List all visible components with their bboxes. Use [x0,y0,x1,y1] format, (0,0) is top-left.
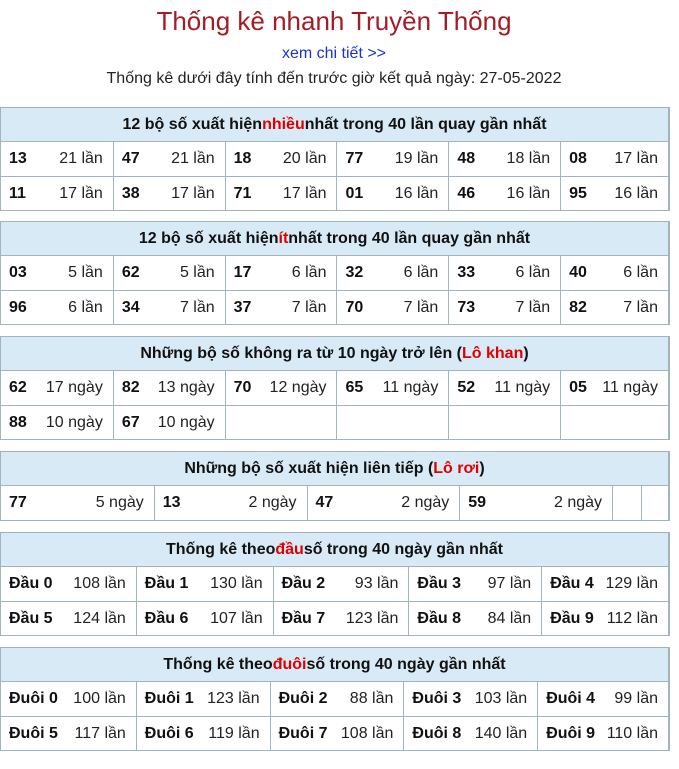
stat-number: 46 [457,184,476,202]
stat-number: 59 [468,494,487,511]
stat-number: Đầu 3 [417,575,461,592]
lo-roi-section [0,451,670,521]
stat-grid [1,682,668,750]
stat-count: 103 lần [474,690,528,707]
stat-count: 129 lần [605,575,658,592]
duoi-section [0,647,670,751]
stat-number: Đầu 0 [9,575,53,592]
stat-count: 7 lần [403,298,439,316]
stat-count: 108 lần [73,575,126,592]
stat-cell [1,717,136,750]
stat-number: Đầu 8 [417,609,461,627]
stat-number: Đầu 4 [550,575,594,592]
heading-text: Những bộ số xuất hiện liên tiếp ( [184,459,434,477]
stat-cell [1,177,113,210]
stat-number: Đuôi 3 [412,690,462,707]
stat-cell [113,142,225,176]
stat-cell [1,567,136,601]
stat-cell [459,486,612,520]
stat-cell [113,256,225,290]
stat-cell [225,371,337,405]
stat-count: 17 lần [282,184,327,202]
stat-cell [408,567,541,601]
stat-cell [448,406,560,439]
stat-cell [273,602,409,635]
stat-number: 32 [345,264,364,281]
stat-count: 11 ngày [494,379,551,396]
stat-cell [336,371,448,405]
stat-number: Đuôi 5 [9,724,58,742]
heading-text: số trong 40 ngày gần nhất [303,540,503,558]
stat-cell [448,177,560,210]
stat-cell [541,567,668,601]
stat-cell [336,406,448,439]
stat-cell [136,717,270,750]
stat-cell [1,256,113,290]
stat-cell [307,486,460,520]
stat-count: 20 lần [282,150,327,167]
stat-cell [225,406,337,439]
stat-cell [136,602,273,635]
stat-cell [225,142,337,176]
stat-count: 11 ngày [602,379,658,396]
stat-cell [136,567,273,601]
stat-cell [403,717,537,750]
stat-cell [448,291,560,324]
stat-number: Đuôi 2 [278,690,328,707]
stat-number: Đầu 2 [281,575,326,592]
stat-number: 40 [569,264,587,281]
stat-number: 08 [569,150,587,167]
stat-number: Đuôi 9 [546,724,596,742]
stat-count: 18 lần [506,150,551,167]
stat-count: 10 ngày [45,413,103,431]
stat-count: 119 lần [208,724,260,742]
heading-text: nhất trong 40 lần quay gần nhất [288,229,531,247]
stat-count: 7 lần [291,298,327,316]
stat-cell [560,142,668,176]
stat-cell [113,291,225,324]
dau-section [0,532,670,636]
stat-count: 7 lần [515,298,551,316]
stat-grid [1,256,668,324]
stat-cell [537,717,668,750]
stat-cell [225,291,337,324]
stat-cell [560,256,668,290]
stat-number: 65 [345,379,364,396]
stat-count: 17 ngày [45,379,103,396]
stat-count: 123 lần [207,690,260,707]
stat-count: 117 lần [74,724,126,742]
stat-count: 130 lần [210,575,263,592]
stat-count: 21 lần [171,150,215,167]
stat-number: 88 [9,413,27,431]
heading-highlight: Lô rơi [433,459,480,477]
stat-count: 100 lần [73,690,126,707]
stat-row [1,256,668,290]
stat-count: 6 lần [68,298,103,316]
heading-highlight: ít [278,229,289,247]
stat-count: 5 ngày [95,494,144,511]
stat-count: 6 lần [623,264,658,281]
heading-text: nhất trong 40 lần quay gần nhất [304,115,547,133]
stat-row [1,682,668,716]
heading-text: 12 bộ số xuất hiện [138,229,279,247]
stat-number: Đầu 1 [144,575,189,592]
stat-row [1,567,668,601]
stat-cell [336,177,448,210]
section-heading [1,337,668,371]
stat-count: 99 lần [614,690,658,707]
stat-count: 5 lần [179,264,215,281]
stat-count: 2 ngày [554,494,603,511]
stat-cell [273,567,409,601]
stat-count: 10 ngày [157,413,215,431]
heading-text: ) [523,344,529,362]
stat-number: Đầu 7 [281,609,326,627]
stat-cell [1,371,113,405]
stat-cell [403,682,537,716]
stat-cell [336,142,448,176]
stat-cell [154,486,307,520]
stat-cell [225,256,337,290]
stat-grid [1,486,668,520]
stat-number: 13 [9,150,27,167]
stat-number: 73 [457,298,476,316]
stat-cell [560,177,668,210]
stat-count: 108 lần [340,724,394,742]
stat-number: 48 [457,150,476,167]
stat-grid [1,142,668,210]
stat-number: 77 [9,494,27,511]
stat-cell [612,486,641,520]
stat-number: 62 [121,264,140,281]
stat-count: 6 lần [291,264,327,281]
stat-cell [560,291,668,324]
stat-row [1,486,668,520]
stat-number: 05 [569,379,587,396]
stat-row [1,290,668,324]
stat-cell [1,142,113,176]
stat-cell [448,256,560,290]
stat-count: 17 lần [171,184,215,202]
stat-number: 82 [121,379,140,396]
stat-grid [1,371,668,439]
stat-count: 12 ngày [269,379,327,396]
lo-khan-section [0,336,670,440]
stat-count: 123 lần [345,609,399,627]
stat-cell [136,682,270,716]
date-note: Thống kê dưới đây tính đến trước giờ kết quả ngày: 27-05-2022 [106,70,562,87]
stat-number: 33 [457,264,476,281]
stat-number: Đuôi 8 [412,724,462,742]
stat-row [1,601,668,635]
stat-number: 71 [233,184,252,202]
heading-text: Thống kê theo [166,540,276,558]
stat-cell [1,602,136,635]
stat-row [1,176,668,210]
stat-count: 112 lần [606,609,658,627]
heading-text: Thống kê theo [163,655,273,673]
stat-row [1,716,668,750]
stat-cell [270,682,404,716]
stat-number: 47 [121,150,140,167]
stat-row [1,405,668,439]
section-heading [1,108,668,142]
stat-number: 13 [162,494,181,511]
stat-cell [641,486,668,520]
heading-text: số trong 40 ngày gần nhất [306,655,506,673]
stat-number: 95 [569,184,587,202]
stat-count: 5 lần [68,264,103,281]
section-heading [1,222,668,256]
least-frequent-section [0,221,670,325]
stat-cell [448,371,560,405]
stat-number: 77 [345,150,364,167]
stat-cell [113,371,225,405]
stat-number: Đuôi 7 [278,724,328,742]
heading-highlight: Lô khan [462,344,524,362]
stat-count: 97 lần [487,575,532,592]
most-frequent-section [0,107,670,211]
stat-number: 11 [9,184,26,202]
section-heading [1,452,668,486]
stat-number: 01 [345,184,364,202]
heading-text: ) [479,459,485,477]
stat-number: 52 [457,379,476,396]
stat-number: 03 [9,264,27,281]
details-link[interactable]: xem chi tiết >> [281,45,387,62]
stat-count: 88 lần [349,690,394,707]
heading-highlight: nhiều [262,115,305,133]
stat-count: 6 lần [403,264,439,281]
stat-number: Đuôi 1 [144,690,194,707]
stat-cell [225,177,337,210]
section-heading [1,648,668,682]
stat-cell [448,142,560,176]
stat-number: 67 [121,413,140,431]
stat-cell [560,371,668,405]
stat-count: 16 lần [394,184,439,202]
stat-cell [1,486,154,520]
stat-cell [270,717,404,750]
heading-highlight: đuôi [272,655,307,673]
stat-number: 38 [121,184,140,202]
stat-number: 70 [233,379,252,396]
stat-number: Đuôi 0 [9,690,58,707]
stat-grid [1,567,668,635]
stat-count: 21 lần [59,150,103,167]
stat-count: 16 lần [614,184,658,202]
stat-cell [560,406,668,439]
stat-count: 19 lần [394,150,439,167]
stat-cell [1,291,113,324]
stat-number: 17 [233,264,252,281]
stat-count: 124 lần [73,609,126,627]
stat-count: 2 ngày [401,494,450,511]
stat-cell [336,291,448,324]
stat-number: Đầu 6 [144,609,189,627]
stat-count: 110 lần [606,724,658,742]
stat-count: 17 lần [59,184,103,202]
stat-cell [537,682,668,716]
section-heading [1,533,668,567]
heading-text: Những bộ số không ra từ 10 ngày trở lên ( [140,344,462,362]
stat-count: 84 lần [487,609,532,627]
stat-count: 16 lần [506,184,551,202]
stat-count: 6 lần [515,264,551,281]
stat-cell [541,602,668,635]
stat-cell [113,406,225,439]
stat-count: 13 ngày [157,379,215,396]
stat-number: 37 [233,298,252,316]
stat-count: 7 lần [179,298,215,316]
heading-highlight: đầu [275,540,304,558]
stat-number: Đuôi 4 [546,690,596,707]
stat-cell [113,177,225,210]
stat-count: 93 lần [354,575,399,592]
stat-number: 70 [345,298,364,316]
stat-number: 96 [9,298,27,316]
stat-number: 82 [569,298,587,316]
page-title: Thống kê nhanh Truyền Thống [156,6,512,36]
stat-number: Đầu 5 [9,609,53,627]
stat-number: 18 [233,150,252,167]
stat-count: 17 lần [614,150,658,167]
stat-cell [1,406,113,439]
heading-text: 12 bộ số xuất hiện [122,115,263,133]
stat-number: 47 [315,494,334,511]
stat-number: 62 [9,379,27,396]
stat-count: 2 ngày [248,494,297,511]
stat-count: 11 ngày [382,379,439,396]
stat-count: 140 lần [474,724,528,742]
stat-count: 7 lần [623,298,658,316]
stat-cell [336,256,448,290]
stat-cell [1,682,136,716]
stat-row [1,142,668,176]
stat-number: Đuôi 6 [144,724,194,742]
stat-cell [408,602,541,635]
stat-number: Đầu 9 [550,609,594,627]
stat-row [1,371,668,405]
stat-number: 34 [121,298,140,316]
stat-count: 107 lần [210,609,263,627]
